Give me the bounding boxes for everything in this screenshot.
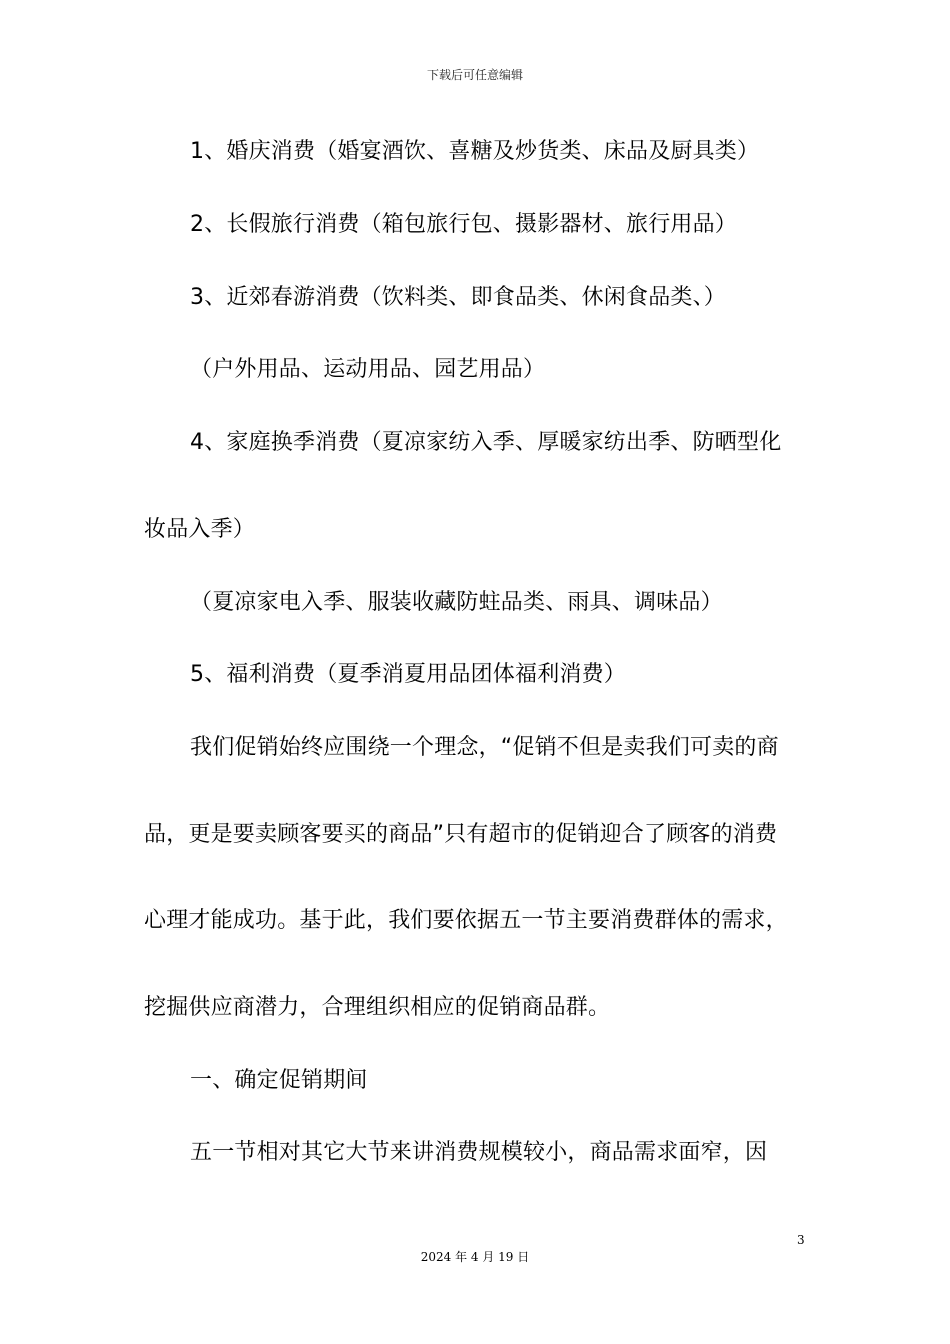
body-line: 心理才能成功。基于此，我们要依据五一节主要消费群体的需求， xyxy=(144,908,788,933)
body-line: 五一节相对其它大节来讲消费规模较小，商品需求面窄，因 xyxy=(190,1140,768,1165)
body-line: 1、婚庆消费（婚宴酒饮、喜糖及炒货类、床品及厨具类） xyxy=(190,139,760,164)
body-line: 妆品入季） xyxy=(144,517,256,542)
body-line: （户外用品、运动用品、园艺用品） xyxy=(190,357,546,382)
body-line: 挖掘供应商潜力，合理组织相应的促销商品群。 xyxy=(144,995,611,1020)
body-line: （夏凉家电入季、服装收藏防蛀品类、雨具、调味品） xyxy=(190,590,723,615)
body-line: 我们促销始终应围绕一个理念，“促销不但是卖我们可卖的商 xyxy=(190,735,779,760)
body-line: 4、家庭换季消费（夏凉家纺入季、厚暖家纺出季、防晒型化 xyxy=(190,430,782,455)
header-note: 下载后可任意编辑 xyxy=(426,68,523,82)
page-number: 3 xyxy=(797,1233,805,1247)
body-line: 5、福利消费（夏季消夏用品团体福利消费） xyxy=(190,662,626,687)
body-line: 2、长假旅行消费（箱包旅行包、摄影器材、旅行用品） xyxy=(190,212,737,237)
footer-date: 2024 年 4 月 19 日 xyxy=(420,1250,530,1264)
section-heading: 一、确定促销期间 xyxy=(190,1068,368,1093)
body-line: 3、近郊春游消费（饮料类、即食品类、休闲食品类、） xyxy=(190,285,726,310)
body-line: 品，更是要卖顾客要买的商品”只有超市的促销迎合了顾客的消费 xyxy=(144,822,778,847)
